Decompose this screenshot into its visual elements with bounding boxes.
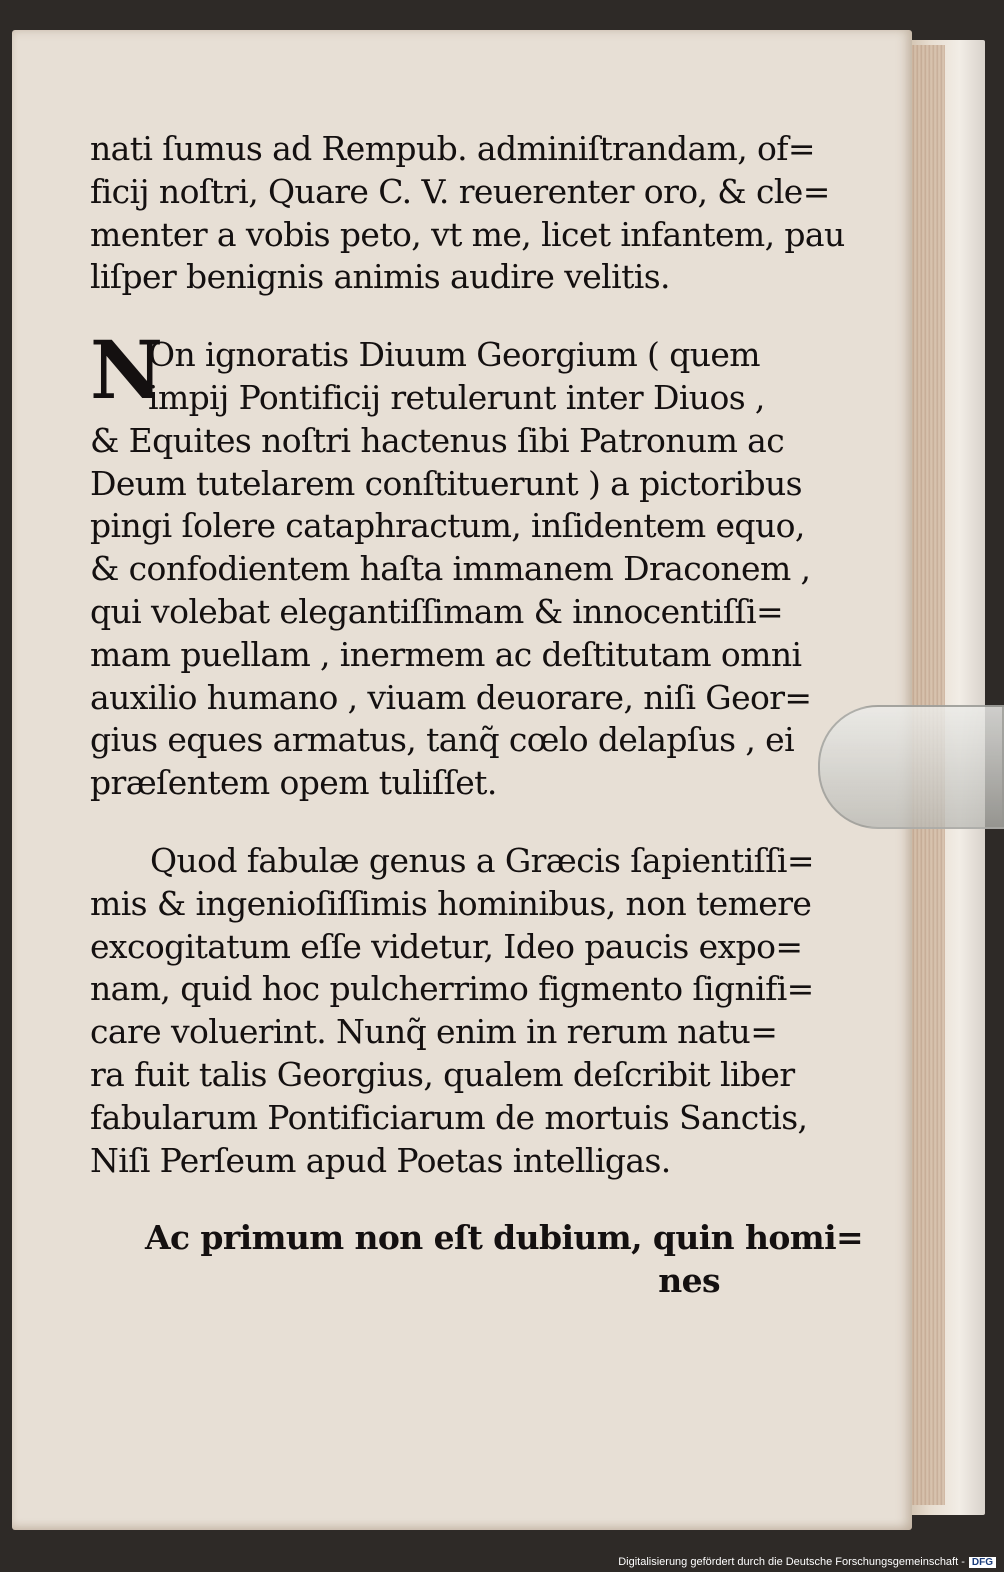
text-line: Niſi Perſeum apud Poetas intelligas. [90, 1140, 671, 1180]
page-text [90, 128, 864, 1303]
text-line: & confodientem haſta immanem Draconem , [90, 549, 811, 589]
paragraph-gap [90, 805, 730, 840]
paragraph-gap [90, 299, 730, 334]
text-line: On ignoratis Diuum Georgium ( quem [148, 335, 760, 375]
text-line: Quod fabulæ genus a Græcis ſapientiſſi= [150, 840, 814, 880]
text-line: menter a vobis peto, vt me, licet infantem, pau [90, 214, 845, 254]
text-line: gius eques armatus, tanq̃ cœlo delapſus , ei [90, 720, 795, 760]
text-line: impij Pontificij retulerunt inter Diuos , [148, 377, 765, 417]
dfg-logo-icon: DFG [969, 1557, 996, 1568]
text-line: Deum tutelarem conſtituerunt ) a pictoribus [90, 463, 803, 503]
text-line: auxilio humano , viuam deuorare, niſi Geor= [90, 677, 812, 717]
text-line: mam puellam , inermem ac deſtitutam omni [90, 634, 802, 674]
text-line: Ac primum non eſt dubium, quin homi= [145, 1218, 864, 1258]
paragraph-gap [90, 1182, 730, 1217]
text-line: liſper benignis animis audire velitis. [90, 257, 670, 297]
text-line: nam, quid hoc pulcherrimo figmento ſignifi= [90, 969, 814, 1009]
text-line: excogitatum eſſe videtur, Ideo paucis expo= [90, 926, 803, 966]
text-line: præſentem opem tuliſſet. [90, 763, 497, 803]
text-line: & Equites noſtri hactenus ſibi Patronum ac [90, 420, 785, 460]
text-line: mis & ingenioſiſſimis hominibus, non temere [90, 883, 812, 923]
digitization-footer [618, 1554, 996, 1570]
text-line: qui volebat elegantiſſimam & innocentiſſi= [90, 591, 784, 631]
text-line: fabularum Pontificiarum de mortuis Sanctis, [90, 1097, 808, 1137]
text-line: pingi ſolere cataphractum, inſidentem equo, [90, 506, 805, 546]
text-line: care voluerint. Nunq̃ enim in rerum natu= [90, 1012, 778, 1052]
text-line: nati ſumus ad Rempub. adminiſtrandam, of= [90, 129, 815, 168]
catchword: nes [658, 1261, 720, 1301]
footer-text: Digitalisierung gefördert durch die Deutsche Forschungsgemeinschaft - [618, 1556, 965, 1568]
dropcap-initial: N [90, 323, 163, 418]
text-line: ra fuit talis Georgius, qualem deſcribit liber [90, 1054, 795, 1094]
page-clip [818, 705, 1004, 829]
text-line: ficij noſtri, Quare C. V. reuerenter oro, & cle= [90, 171, 830, 211]
